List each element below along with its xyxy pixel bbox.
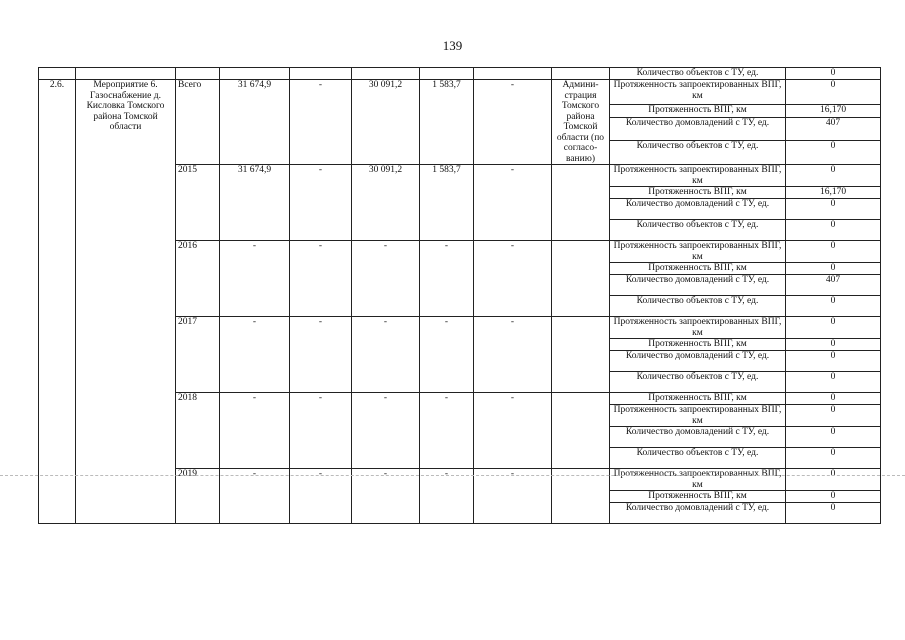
- budget-source-2: -: [352, 241, 420, 317]
- budget-source-1: -: [290, 241, 352, 317]
- indicator-value: 0: [786, 141, 881, 165]
- indicator-label: Протяженность ВПГ, км: [610, 187, 786, 199]
- indicator-label: Количество домовладений с ТУ, ед.: [610, 427, 786, 448]
- indicator-label: Протяженность ВПГ, км: [610, 339, 786, 351]
- indicator-label: Количество объектов с ТУ, ед.: [610, 220, 786, 241]
- budget-source-1: -: [290, 469, 352, 524]
- indicator-label: Протяженность запроектированных ВПГ, км: [610, 165, 786, 187]
- indicator-value: 0: [786, 351, 881, 372]
- indicator-value: 0: [786, 317, 881, 339]
- budget-source-4: -: [474, 469, 552, 524]
- indicator-label: Количество домовладений с ТУ, ед.: [610, 503, 786, 524]
- indicator-label: Протяженность ВПГ, км: [610, 104, 786, 117]
- scan-artifact-line: [0, 475, 905, 476]
- empty-cell: [352, 68, 420, 80]
- empty-cell: [76, 68, 176, 80]
- table-row: [39, 68, 881, 80]
- budget-source-1: -: [290, 393, 352, 469]
- indicator-value: 0: [786, 199, 881, 220]
- indicator-label: Протяженность запроектированных ВПГ, км: [610, 241, 786, 263]
- total-amount: -: [220, 469, 290, 524]
- empty-cell: [552, 241, 610, 317]
- indicator-value: 0: [786, 393, 881, 405]
- empty-cell: [552, 469, 610, 524]
- budget-source-3: -: [420, 317, 474, 393]
- empty-cell: [39, 68, 76, 80]
- indicator-label: Количество объектов с ТУ, ед.: [610, 372, 786, 393]
- indicator-value: 0: [786, 469, 881, 491]
- budget-source-3: 1 583,7: [420, 165, 474, 241]
- empty-cell: [552, 393, 610, 469]
- indicator-label: Протяженность запроектированных ВПГ, км: [610, 80, 786, 105]
- total-amount: -: [220, 393, 290, 469]
- indicator-value: 16,170: [786, 187, 881, 199]
- table-row: [39, 80, 881, 105]
- empty-cell: [552, 68, 610, 80]
- page-number: 139: [442, 38, 463, 53]
- budget-source-4: -: [474, 165, 552, 241]
- indicator-label: Протяженность ВПГ, км: [610, 491, 786, 503]
- indicator-label: Количество объектов с ТУ, ед.: [610, 141, 786, 165]
- budget-source-2: 30 091,2: [352, 80, 420, 165]
- measure-number: 2.6.: [39, 80, 76, 524]
- budget-source-2: -: [352, 469, 420, 524]
- indicator-value: 407: [786, 118, 881, 141]
- budget-source-1: -: [290, 165, 352, 241]
- indicator-value: 0: [786, 220, 881, 241]
- budget-source-2: 30 091,2: [352, 165, 420, 241]
- indicator-value: 0: [786, 296, 881, 317]
- budget-source-4: -: [474, 317, 552, 393]
- empty-cell: [474, 68, 552, 80]
- indicator-value: 0: [786, 503, 881, 524]
- empty-cell: [552, 165, 610, 241]
- program-table: [38, 67, 881, 524]
- indicator-value: 0: [786, 165, 881, 187]
- total-amount: 31 674,9: [220, 165, 290, 241]
- budget-source-1: -: [290, 317, 352, 393]
- indicator-label: Количество домовладений с ТУ, ед.: [610, 275, 786, 296]
- empty-cell: [290, 68, 352, 80]
- budget-source-3: -: [420, 469, 474, 524]
- indicator-value: 0: [786, 241, 881, 263]
- indicator-label: Количество объектов с ТУ, ед.: [610, 448, 786, 469]
- budget-source-2: -: [352, 317, 420, 393]
- budget-source-3: -: [420, 393, 474, 469]
- indicator-value: 0: [786, 263, 881, 275]
- executor: Админи-страция Томского района Томской области (по согласо-ванию): [552, 80, 610, 165]
- indicator-value: 0: [786, 68, 881, 80]
- budget-source-4: -: [474, 80, 552, 165]
- indicator-label: Количество домовладений с ТУ, ед.: [610, 351, 786, 372]
- empty-cell: [176, 68, 220, 80]
- indicator-value: 0: [786, 80, 881, 105]
- budget-source-2: -: [352, 393, 420, 469]
- budget-source-4: -: [474, 393, 552, 469]
- empty-cell: [220, 68, 290, 80]
- indicator-label: Количество объектов с ТУ, ед.: [610, 68, 786, 80]
- period-year: 2017: [176, 317, 220, 393]
- empty-cell: [552, 317, 610, 393]
- total-amount: -: [220, 317, 290, 393]
- budget-source-3: 1 583,7: [420, 80, 474, 165]
- budget-source-1: -: [290, 80, 352, 165]
- period-year: 2015: [176, 165, 220, 241]
- measure-name: Мероприятие 6. Газоснабжение д. Кисловка Томского района Томской области: [76, 80, 176, 524]
- indicator-value: 0: [786, 405, 881, 427]
- budget-source-3: -: [420, 241, 474, 317]
- indicator-label: Количество домовладений с ТУ, ед.: [610, 199, 786, 220]
- indicator-label: Протяженность ВПГ, км: [610, 263, 786, 275]
- period-year: 2018: [176, 393, 220, 469]
- indicator-label: Протяженность запроектированных ВПГ, км: [610, 469, 786, 491]
- indicator-label: Протяженность запроектированных ВПГ, км: [610, 317, 786, 339]
- indicator-label: Количество объектов с ТУ, ед.: [610, 296, 786, 317]
- budget-source-4: -: [474, 241, 552, 317]
- indicator-value: 0: [786, 491, 881, 503]
- period-year: 2016: [176, 241, 220, 317]
- total-amount: -: [220, 241, 290, 317]
- indicator-value: 0: [786, 448, 881, 469]
- indicator-label: Протяженность ВПГ, км: [610, 393, 786, 405]
- indicator-value: 0: [786, 427, 881, 448]
- indicator-value: 0: [786, 339, 881, 351]
- total-amount: 31 674,9: [220, 80, 290, 165]
- indicator-label: Протяженность запроектированных ВПГ, км: [610, 405, 786, 427]
- period-year: Всего: [176, 80, 220, 165]
- indicator-value: 16,170: [786, 104, 881, 117]
- indicator-value: 407: [786, 275, 881, 296]
- empty-cell: [420, 68, 474, 80]
- indicator-label: Количество домовладений с ТУ, ед.: [610, 118, 786, 141]
- indicator-value: 0: [786, 372, 881, 393]
- period-year: 2019: [176, 469, 220, 524]
